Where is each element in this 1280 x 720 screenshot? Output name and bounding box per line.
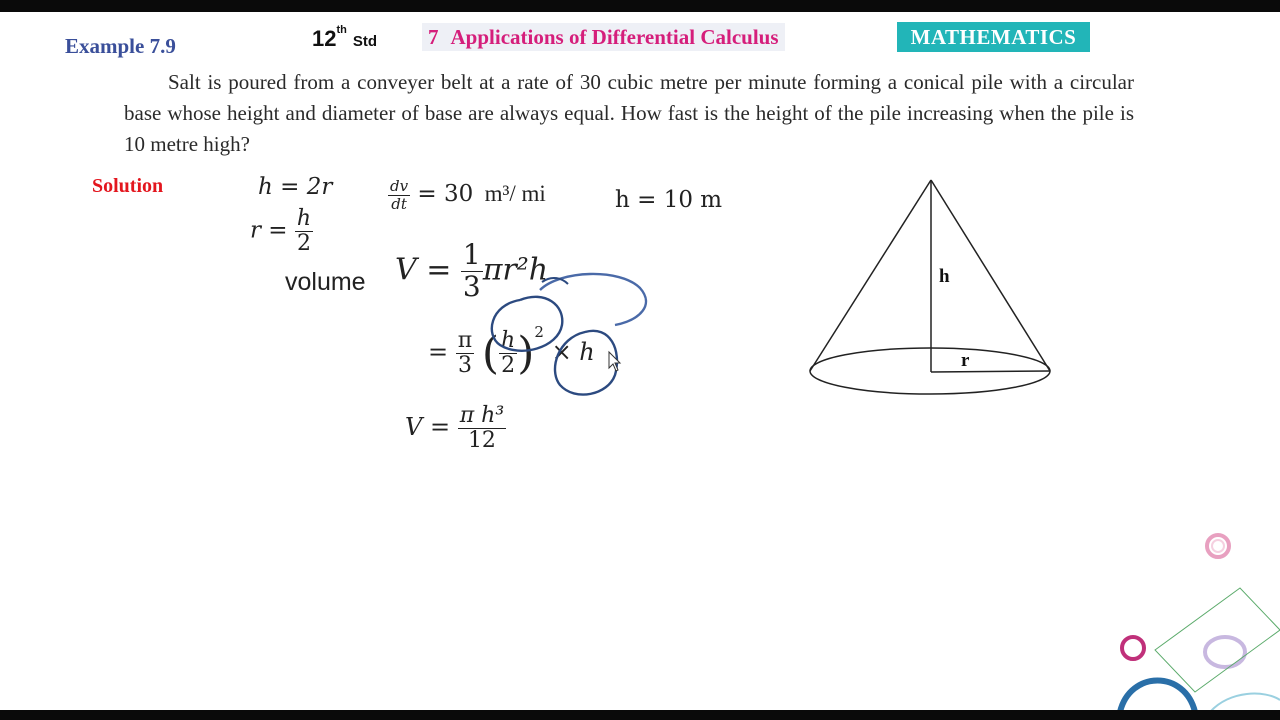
chapter-title: Applications of Differential Calculus xyxy=(450,25,779,49)
rate-unit: m³/ mi xyxy=(484,181,546,206)
volume-word: volume xyxy=(285,268,366,296)
decorative-circles xyxy=(1100,520,1280,712)
top-black-bar xyxy=(0,0,1280,12)
rate-numerator: dv xyxy=(390,177,409,195)
volume-rest: πr²h xyxy=(482,252,549,288)
deco-ring-pink-inner xyxy=(1212,540,1224,552)
rate-equation xyxy=(388,178,546,212)
volume-lhs: V = xyxy=(395,252,452,288)
cone-height-label: h xyxy=(939,266,950,287)
cone-radius-line xyxy=(931,371,1050,372)
std-suffix: th xyxy=(336,24,347,36)
radius-equation xyxy=(250,207,313,256)
final-lhs: V = xyxy=(405,413,451,442)
sub-exponent: 2 xyxy=(534,323,544,341)
deco-ring-lavender xyxy=(1205,637,1245,667)
radius-denominator: 2 xyxy=(296,231,311,257)
volume-numerator: 1 xyxy=(462,238,481,271)
pi-over-three xyxy=(456,329,474,378)
substitution-equation xyxy=(428,323,595,379)
deco-ring-pink xyxy=(1207,535,1229,557)
radius-numerator: h xyxy=(296,206,312,231)
sub-equals: = xyxy=(428,338,449,366)
std-number: 12 xyxy=(312,26,337,51)
paren-open: ( xyxy=(481,328,500,379)
final-fraction xyxy=(458,404,506,453)
h-denominator: 2 xyxy=(501,353,516,378)
final-denominator: 12 xyxy=(467,428,496,454)
deco-ring-magenta xyxy=(1122,637,1144,659)
volume-formula xyxy=(395,240,548,303)
volume-denominator: 3 xyxy=(462,269,481,303)
solution-label: Solution xyxy=(92,175,164,197)
radius-fraction xyxy=(295,207,313,256)
final-numerator: π h³ xyxy=(459,403,505,428)
std-label xyxy=(312,26,377,52)
pi-denominator: 3 xyxy=(457,353,472,378)
equation-h-2r: h = 2r xyxy=(258,174,333,200)
cone-left-edge xyxy=(810,180,931,371)
radius-lhs: r = xyxy=(250,217,288,244)
paren-close: ) xyxy=(517,328,535,379)
cone-radius-label: r xyxy=(961,350,970,371)
times-h: × h xyxy=(551,338,595,366)
deco-ring-blue xyxy=(1120,681,1195,713)
ink-loop-around-h xyxy=(540,274,646,325)
mouse-cursor-icon xyxy=(609,352,620,371)
height-given: h = 10 m xyxy=(615,187,723,213)
std-word: Std xyxy=(352,33,378,50)
example-label: Example 7.9 xyxy=(65,34,176,58)
pi-numerator: π xyxy=(457,327,473,353)
bottom-black-bar xyxy=(0,710,1280,720)
rate-fraction xyxy=(388,178,410,212)
h-numerator: h xyxy=(501,327,516,353)
volume-fraction xyxy=(461,240,483,303)
cone-diagram xyxy=(800,170,1070,410)
final-volume xyxy=(405,404,506,453)
chapter-header xyxy=(422,23,785,51)
rate-denominator: dt xyxy=(391,194,407,213)
rate-value: = 30 xyxy=(417,181,474,207)
subject-badge: MATHEMATICS xyxy=(897,22,1090,52)
h-over-two xyxy=(499,329,517,378)
chapter-number: 7 xyxy=(428,25,439,49)
problem-statement: Salt is poured from a conveyer belt at a rate of 30 cubic metre per minute forming a conical pile with a circular base whose height and diameter of base are always equal. How fast is the height of the pile increasing when the pile is 10 metre high? xyxy=(124,70,1134,156)
